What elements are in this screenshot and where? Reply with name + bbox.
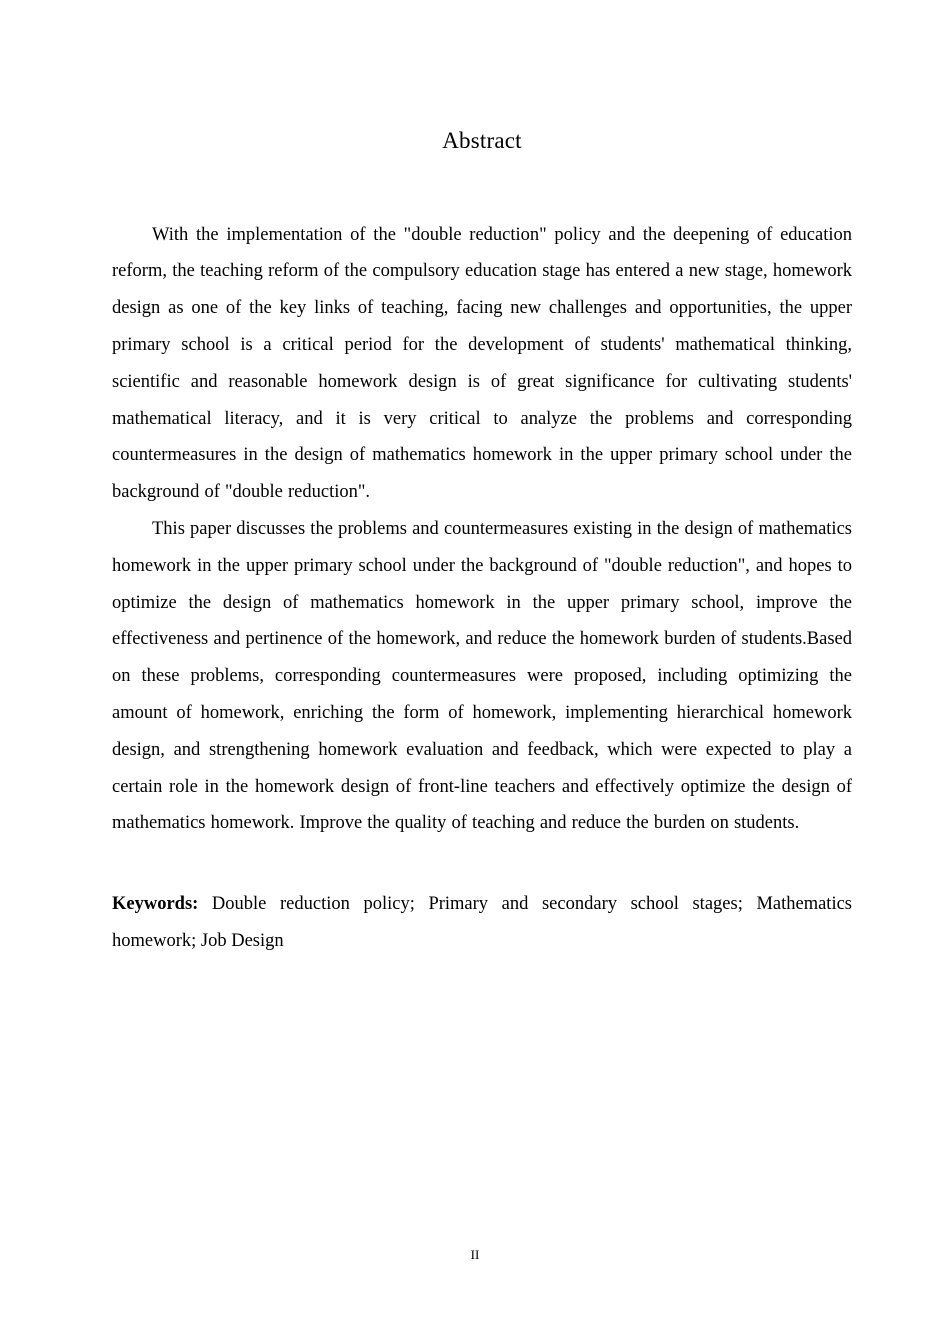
keywords-text: Double reduction policy; Primary and secondary school stages; Mathematics homework; Job Design bbox=[112, 894, 852, 951]
paragraph: This paper discusses the problems and countermeasures existing in the design of mathematics homework in the upper primary school under the background of "double reduction", and hopes to optimize the design of mathematics homework in the upper primary school, improve the effectiveness and pertinence of the homework, and reduce the homework burden of students.Based on these problems, corresponding countermeasures were proposed, including optimizing the amount of homework, enriching the form of homework, implementing hierarchical homework design, and strengthening homework evaluation and feedback, which were expected to play a certain role in the homework design of front-line teachers and effectively optimize the design of mathematics homework. Improve the quality of teaching and reduce the burden on students. bbox=[112, 518, 852, 834]
page-number: II bbox=[470, 1247, 480, 1262]
abstract-body bbox=[112, 217, 852, 960]
page-title: Abstract bbox=[442, 128, 522, 153]
keywords-label: Keywords: bbox=[112, 894, 199, 915]
keywords-line bbox=[112, 886, 852, 960]
paragraph: With the implementation of the "double reduction" policy and the deepening of education reform, the teaching reform of the compulsory education stage has entered a new stage, homework design as one of the key links of teaching, facing new challenges and opportunities, the upper primary school is a critical period for the development of students' mathematical thinking, scientific and reasonable homework design is of great significance for cultivating students' mathematical literacy, and it is very critical to analyze the problems and corresponding countermeasures in the design of mathematics homework in the upper primary school under the background of "double reduction". bbox=[112, 224, 852, 503]
page-content bbox=[112, 0, 852, 960]
